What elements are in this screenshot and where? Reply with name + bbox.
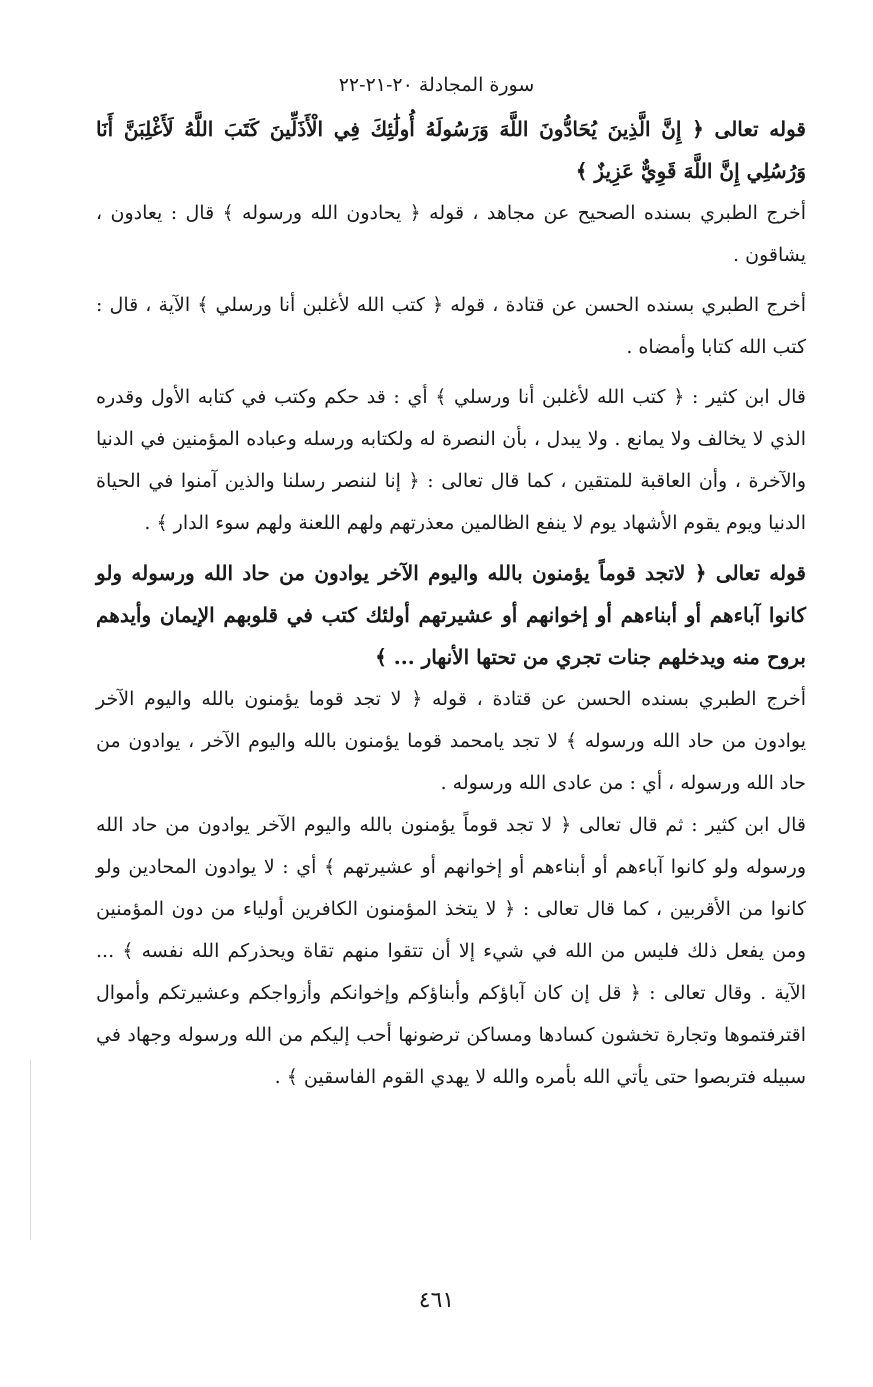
commentary-paragraph: أخرج الطبري بسنده الصحيح عن مجاهد ، قوله ﴿ يحادون الله ورسوله ﴾ قال : يعادون ، يشاقون . bbox=[96, 202, 806, 266]
commentary-paragraph: أخرج الطبري بسنده الحسن عن قتادة ، قوله ﴿ كتب الله لأغلبن أنا ورسلي ﴾ الآية ، قال : كتب الله كتابا وأمضاه . bbox=[96, 294, 806, 358]
commentary-paragraph: قال ابن كثير : ثم قال تعالى ﴿ لا تجد قوماً يؤمنون بالله واليوم الآخر يوادون من حاد الله ورسوله ولو كانوا آباءهم أو أبناءهم أو إخوانهم أو عشيرتهم ﴾ أي : لا يوادون المحادين ولو كانوا من الأقربين ، كما قال تعالى : ﴿ لا يتخذ المؤمنون الكافرين أولياء من دون المؤمنين ومن يفعل ذلك فليس من الله في شيء إلا أن تتقوا منهم تقاة ويحذركم الله نفسه ﴾ ... الآية . وقال تعالى : ﴿ قل إن كان آباؤكم وأبناؤكم وإخوانكم وأزواجكم وعشيرتكم وأموال اقترفتموها وتجارة تخشون كسادها ومساكن ترضونها أحب إليكم من الله ورسوله وجهاد في سبيله فتربصوا حتى يأتي الله بأمره والله لا يهدي القوم الفاسقين ﴾ . bbox=[96, 814, 806, 1088]
page-number: ٤٦١ bbox=[418, 1288, 455, 1313]
scan-margin-line bbox=[30, 1060, 31, 1240]
verse-heading-1: قوله تعالى ﴿ إِنَّ الَّذِينَ يُحَادُّونَ اللَّهَ وَرَسُولَهُ أُولَٰئِكَ فِي الْأَذَلِّينَ كَتَبَ اللَّهُ لَأَغْلِبَنَّ أَنَا وَرُسُلِي إِنَّ اللَّهَ قَوِيٌّ عَزِيزٌ ﴾ bbox=[96, 117, 806, 183]
verse-heading-2: قوله تعالى ﴿ لاتجد قوماً يؤمنون بالله واليوم الآخر يوادون من حاد الله ورسوله ولو كانوا آباءهم أو أبناءهم أو إخوانهم أو عشيرتهم أولئك كتب في قلوبهم الإيمان وأيدهم بروح منه ويدخلهم جنات تجري من تحتها الأنهار ... ﴾ bbox=[96, 561, 806, 669]
page-body bbox=[96, 108, 806, 1098]
commentary-paragraph: قال ابن كثير : ﴿ كتب الله لأغلبن أنا ورسلي ﴾ أي : قد حكم وكتب في كتابه الأول وقدره الذي لا يخالف ولا يمانع . ولا يبدل ، بأن النصرة له ولكتابه ورسله وعباده المؤمنين في الدنيا والآخرة ، وأن العاقبة للمتقين ، كما قال تعالى : ﴿ إنا لننصر رسلنا والذين آمنوا في الحياة الدنيا ويوم يقوم الأشهاد يوم لا ينفع الظالمين معذرتهم ولهم اللعنة ولهم سوء الدار ﴾ . bbox=[96, 386, 806, 534]
running-header: سورة المجادلة ٢٠-٢١-٢٢ bbox=[338, 74, 535, 96]
commentary-paragraph: أخرج الطبري بسنده الحسن عن قتادة ، قوله ﴿ لا تجد قوما يؤمنون بالله واليوم الآخر يوادون من حاد الله ورسوله ﴾ لا تجد يامحمد قوما يؤمنون بالله واليوم الآخر ، يوادون من حاد الله ورسوله ، أي : من عادى الله ورسوله . bbox=[96, 688, 806, 794]
